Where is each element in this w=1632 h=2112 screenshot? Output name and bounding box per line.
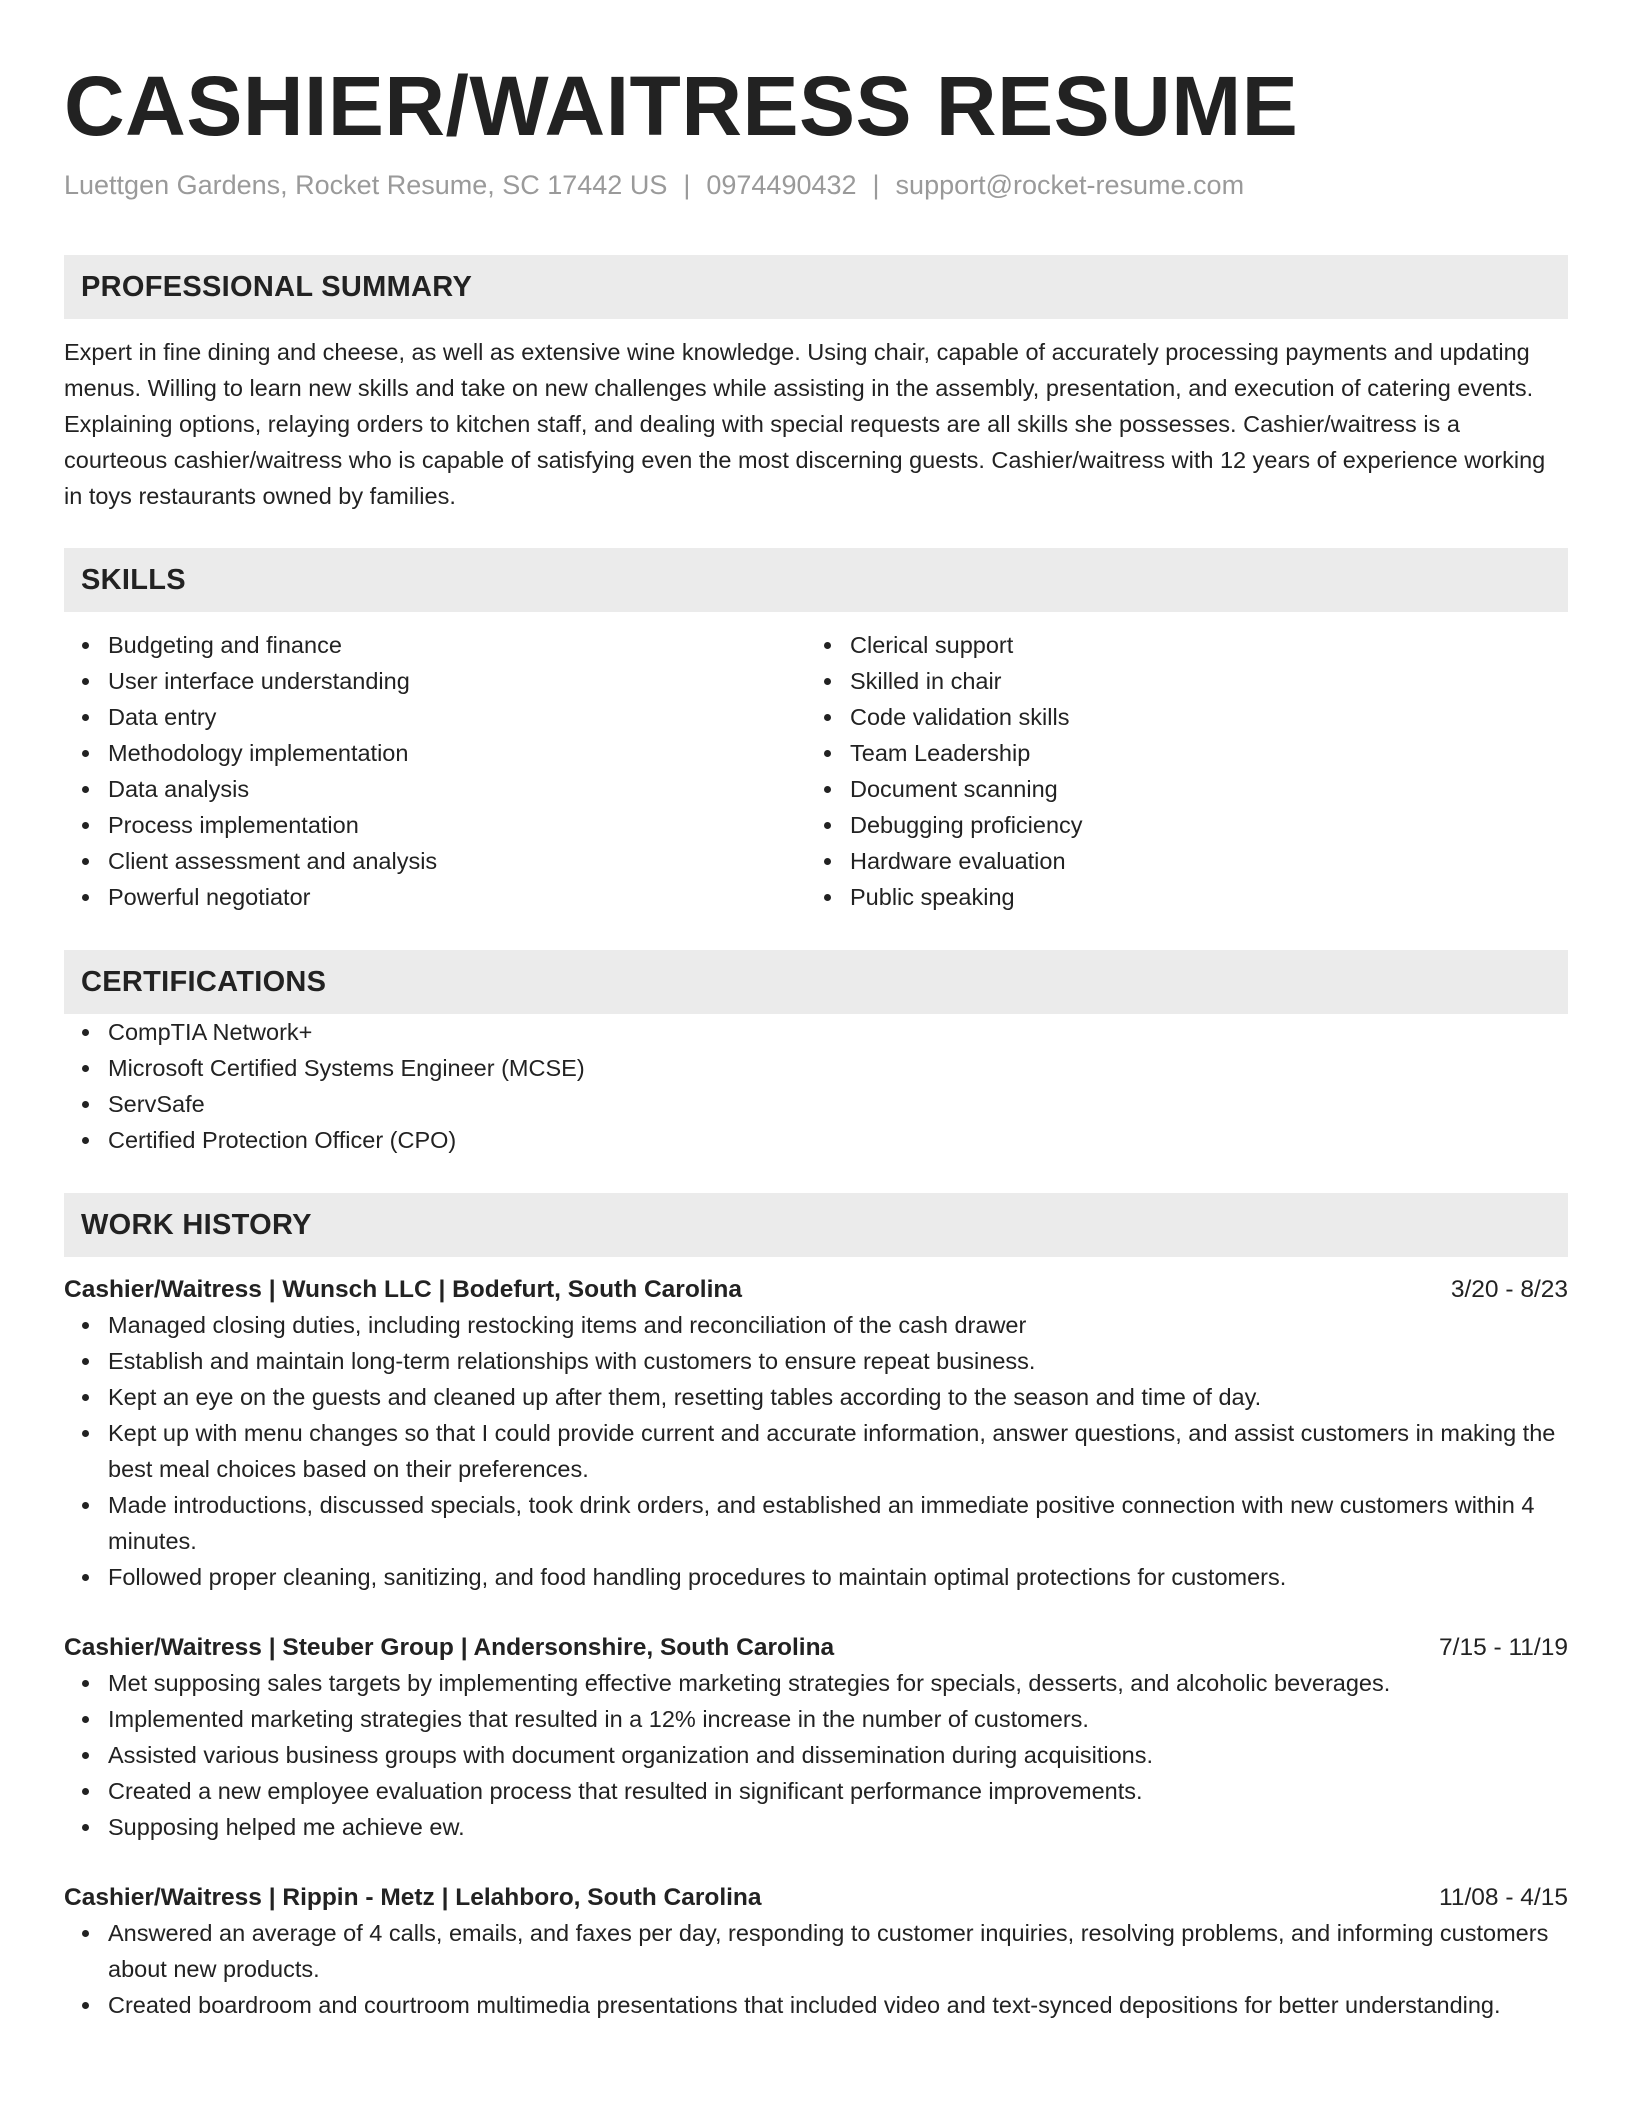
job-duty: Followed proper cleaning, sanitizing, and food handling procedures to maintain optimal protections for customers. (64, 1559, 1568, 1595)
job-title: Cashier/Waitress | Steuber Group | Andersonshire, South Carolina (64, 1634, 835, 1661)
contact-line (64, 168, 1568, 202)
job-entry (64, 1881, 1568, 2023)
certifications-list (64, 1014, 1568, 1158)
certification-item: ServSafe (64, 1086, 1568, 1122)
job-duty: Kept up with menu changes so that I could provide current and accurate information, answer questions, and assist customers in making the best meal choices based on their preferences. (64, 1415, 1568, 1487)
certification-item: Microsoft Certified Systems Engineer (MCSE) (64, 1050, 1568, 1086)
skill-item: Data entry (64, 699, 806, 735)
skills-list-right (806, 627, 1548, 915)
skill-item: Code validation skills (806, 699, 1548, 735)
job-header (64, 1881, 1568, 1915)
job-duty: Answered an average of 4 calls, emails, and faxes per day, responding to customer inquiries, resolving problems, and informing customers about new products. (64, 1915, 1568, 1987)
job-duty: Kept an eye on the guests and cleaned up after them, resetting tables according to the season and time of day. (64, 1379, 1568, 1415)
job-duty: Made introductions, discussed specials, took drink orders, and established an immediate positive connection with new customers within 4 minutes. (64, 1487, 1568, 1559)
skill-item: User interface understanding (64, 663, 806, 699)
skill-item: Process implementation (64, 807, 806, 843)
resume-title: CASHIER/WAITRESS RESUME (64, 59, 1299, 153)
certification-item: Certified Protection Officer (CPO) (64, 1122, 1568, 1158)
skill-item: Public speaking (806, 879, 1548, 915)
skills-columns (64, 627, 1568, 915)
job-duty: Supposing helped me achieve ew. (64, 1809, 1568, 1845)
contact-phone: 0974490432 (706, 170, 857, 200)
job-header (64, 1273, 1568, 1307)
job-title: Cashier/Waitress | Wunsch LLC | Bodefurt, South Carolina (64, 1276, 743, 1303)
skill-item: Powerful negotiator (64, 879, 806, 915)
contact-separator: | (683, 170, 691, 200)
contact-email: support@rocket-resume.com (895, 170, 1245, 200)
summary-text: Expert in fine dining and cheese, as well as extensive wine knowledge. Using chair, capable of accurately processing payments and updating menus. Willing to learn new skills and take on new challenges while assisting in the assembly, presentation, and execution of catering events. Explaining options, relaying orders to kitchen staff, and dealing with special requests are all skills she possesses. Cashier/waitress is a courteous cashier/waitress who is capable of satisfying even the most discerning guests. Cashier/waitress with 12 years of experience working in toys restaurants owned by families. (64, 339, 1546, 509)
resume-page (64, 0, 1568, 2023)
skill-item: Methodology implementation (64, 735, 806, 771)
job-duty: Managed closing duties, including restocking items and reconciliation of the cash drawer (64, 1307, 1568, 1343)
certification-item: CompTIA Network+ (64, 1014, 1568, 1050)
skill-item: Document scanning (806, 771, 1548, 807)
skill-item: Clerical support (806, 627, 1548, 663)
job-duty: Implemented marketing strategies that resulted in a 12% increase in the number of customers. (64, 1701, 1568, 1737)
skill-item: Client assessment and analysis (64, 843, 806, 879)
section-heading-work-history: WORK HISTORY (64, 1193, 1568, 1257)
skill-item: Hardware evaluation (806, 843, 1548, 879)
job-entry (64, 1631, 1568, 1845)
skill-item: Budgeting and finance (64, 627, 806, 663)
job-dates: 3/20 - 8/23 (1450, 1276, 1568, 1303)
contact-address: Luettgen Gardens, Rocket Resume, SC 17442 US (64, 170, 668, 200)
section-heading-summary: PROFESSIONAL SUMMARY (64, 255, 1568, 319)
job-title: Cashier/Waitress | Rippin - Metz | Lelahboro, South Carolina (64, 1884, 762, 1911)
section-heading-certifications: CERTIFICATIONS (64, 950, 1568, 1014)
contact-separator: | (872, 170, 880, 200)
job-dates: 11/08 - 4/15 (1439, 1884, 1568, 1911)
job-entry (64, 1273, 1568, 1595)
job-duty: Establish and maintain long-term relationships with customers to ensure repeat business. (64, 1343, 1568, 1379)
skill-item: Skilled in chair (806, 663, 1548, 699)
job-duties-list (64, 1915, 1568, 2023)
job-duties-list (64, 1665, 1568, 1845)
job-duty: Created boardroom and courtroom multimedia presentations that included video and text-synced depositions for better understanding. (64, 1987, 1568, 2023)
skill-item: Debugging proficiency (806, 807, 1548, 843)
job-duty: Assisted various business groups with document organization and dissemination during acquisitions. (64, 1737, 1568, 1773)
job-dates: 7/15 - 11/19 (1439, 1634, 1568, 1661)
section-heading-skills: SKILLS (64, 548, 1568, 612)
job-duties-list (64, 1307, 1568, 1595)
skill-item: Data analysis (64, 771, 806, 807)
skill-item: Team Leadership (806, 735, 1548, 771)
job-duty: Created a new employee evaluation process that resulted in significant performance improvements. (64, 1773, 1568, 1809)
skills-list-left (64, 627, 806, 915)
job-header (64, 1631, 1568, 1665)
job-duty: Met supposing sales targets by implementing effective marketing strategies for specials, desserts, and alcoholic beverages. (64, 1665, 1568, 1701)
